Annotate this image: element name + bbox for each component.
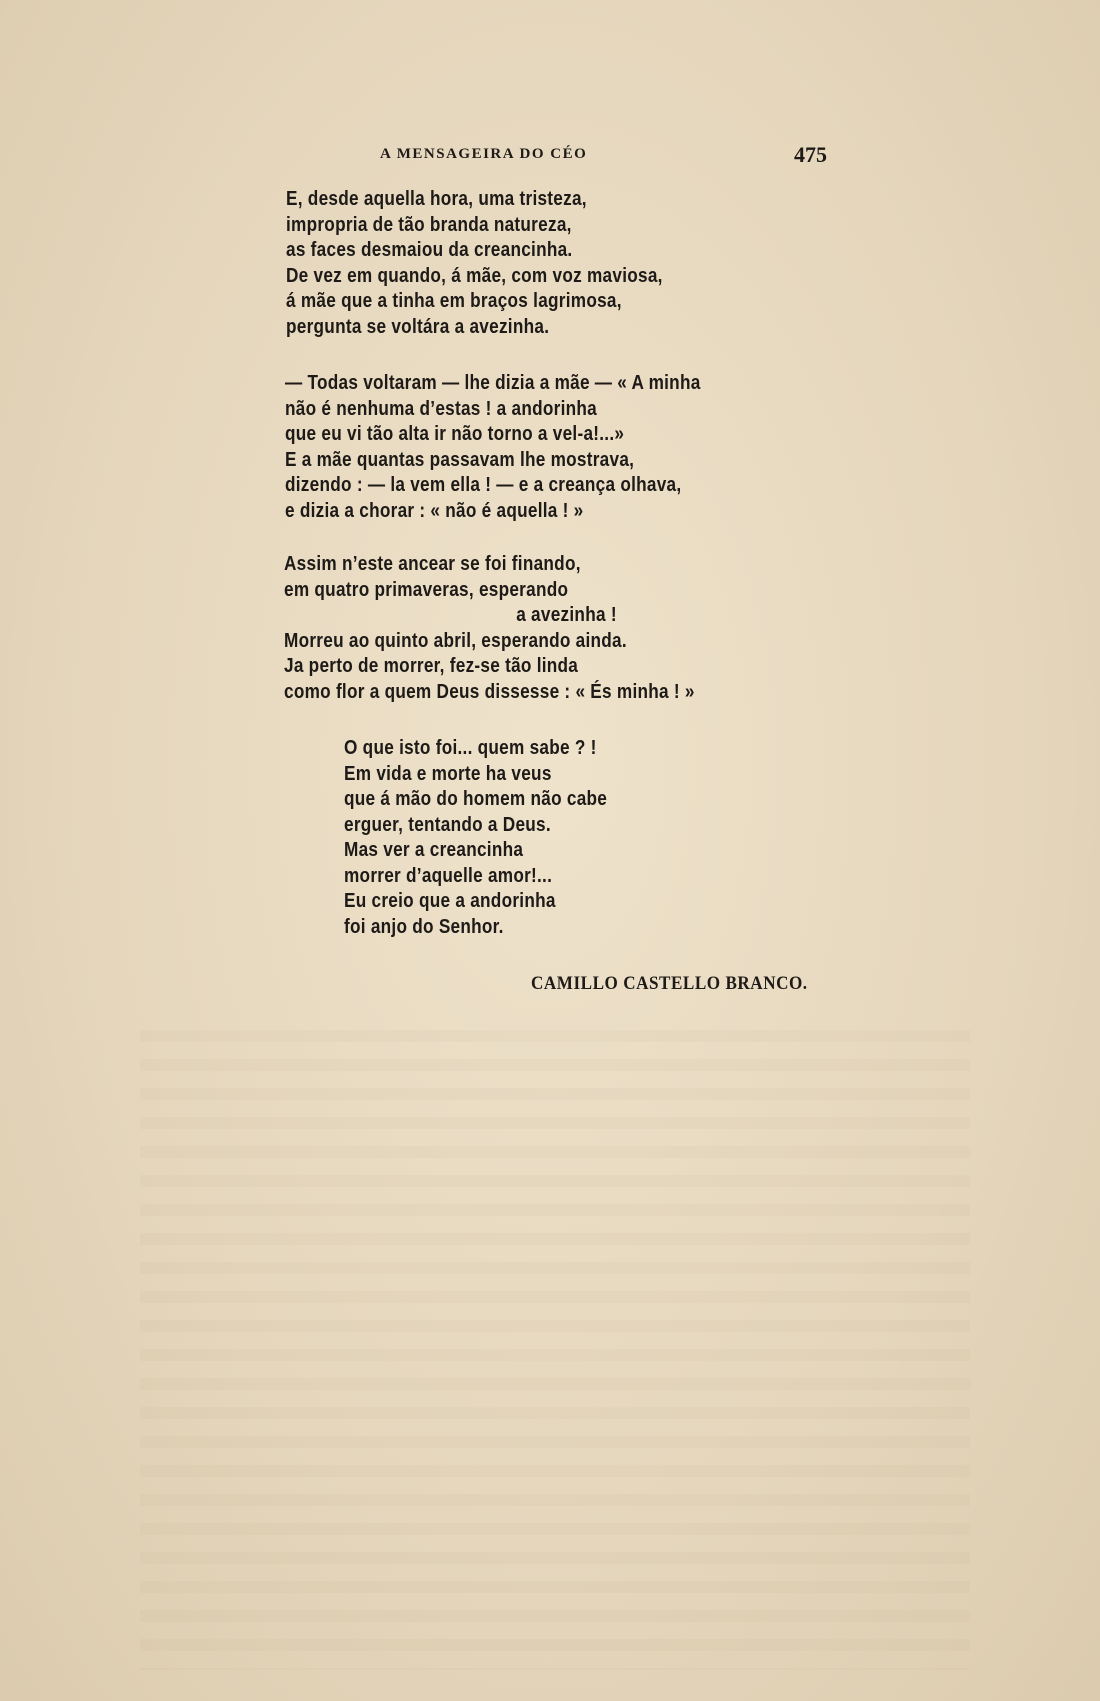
verse-line: Em vida e morte ha veus xyxy=(344,762,552,785)
author-signature: CAMILLO CASTELLO BRANCO. xyxy=(531,973,808,994)
verse-line: E, desde aquella hora, uma tristeza, xyxy=(286,188,587,210)
verse-line: E a mãe quantas passavam lhe mostrava, xyxy=(285,448,635,471)
verse-line: Ja perto de morrer, fez-se tão linda xyxy=(284,655,579,677)
verse-line: pergunta se voltára a avezinha. xyxy=(286,315,550,338)
verse-line: morrer d’aquelle amor!... xyxy=(344,864,553,887)
verse-line: Mas ver a creancinha xyxy=(344,839,524,861)
verse-line: foi anjo do Senhor. xyxy=(344,915,504,938)
verse-line: Eu creio que a andorinha xyxy=(344,890,556,912)
stanza-3 xyxy=(284,552,762,705)
stanza-2 xyxy=(285,371,768,524)
verse-line: dizendo : — la vem ella ! — e a creança olhava, xyxy=(285,474,682,496)
verse-line: não é nenhuma d’estas ! a andorinha xyxy=(285,397,598,420)
verse-line: que eu vi tão alta ir não torno a vel-a!...» xyxy=(285,423,625,445)
bleed-through-texture xyxy=(140,1030,970,1670)
verse-line: — Todas voltaram — lhe dizia a mãe — « A minha xyxy=(285,372,701,394)
stanza-4 xyxy=(344,736,650,940)
verse-line: em quatro primaveras, esperando xyxy=(284,578,569,601)
verse-line: erguer, tentando a Deus. xyxy=(344,813,551,836)
verse-line: Assim n’este ancear se foi finando, xyxy=(284,553,581,575)
verse-line: que á mão do homem não cabe xyxy=(344,788,608,810)
verse-line: impropria de tão branda natureza, xyxy=(286,213,572,236)
verse-line: O que isto foi... quem sabe ? ! xyxy=(344,737,597,759)
running-title: A MENSAGEIRA DO CÉO xyxy=(380,146,588,162)
verse-line: De vez em quando, á mãe, com voz maviosa, xyxy=(286,264,663,287)
verse-line: e dizia a chorar : « não é aquella ! » xyxy=(285,499,584,522)
verse-line: Morreu ao quinto abril, esperando ainda. xyxy=(284,629,627,652)
verse-line: á mãe que a tinha em braços lagrimosa, xyxy=(286,290,622,312)
stanza-1 xyxy=(286,187,724,340)
page-number: 475 xyxy=(794,142,827,167)
page-header xyxy=(0,142,1100,174)
verse-line: como flor a quem Deus dissesse : « És minha ! » xyxy=(284,680,695,703)
verse-line-indented: a avezinha ! xyxy=(516,604,617,626)
verse-line: as faces desmaiou da creancinha. xyxy=(286,239,573,261)
